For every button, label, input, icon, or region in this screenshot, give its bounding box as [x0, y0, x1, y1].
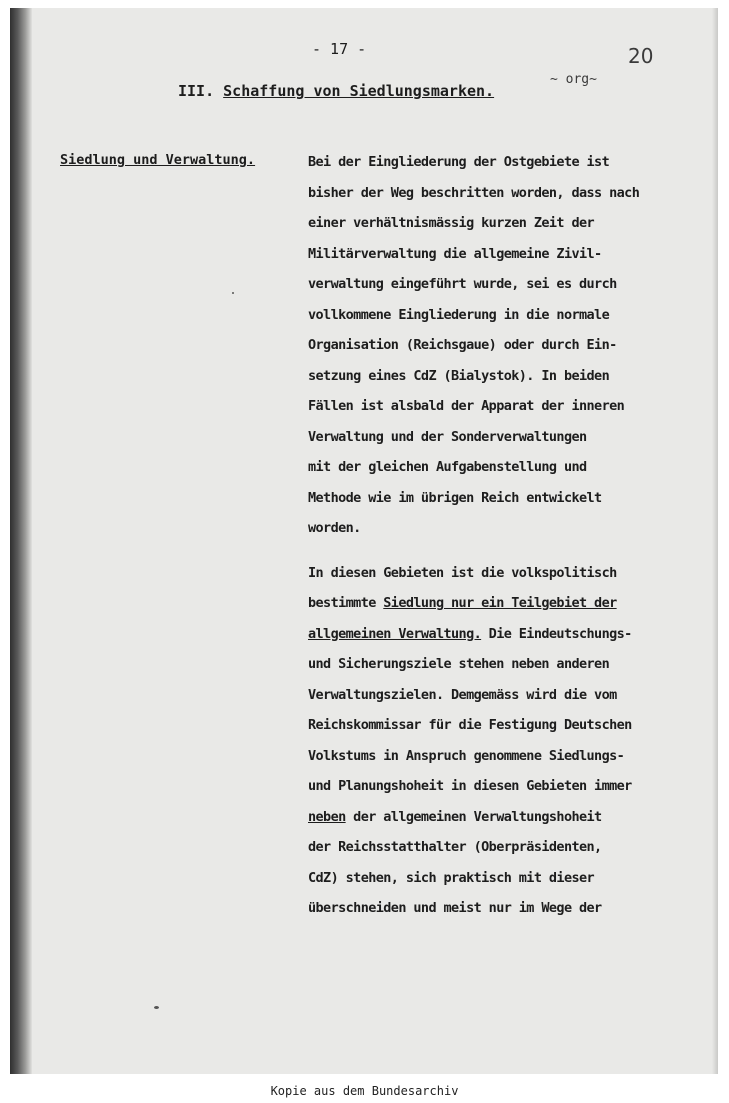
stamp-mark: ~ org~	[550, 72, 597, 87]
text-line: Organisation (Reichsgaue) oder durch Ein-	[308, 337, 617, 353]
text-line: Methode wie im übrigen Reich entwickelt	[308, 489, 602, 506]
page-edge	[712, 8, 718, 1074]
section-title-text: Schaffung von Siedlungsmarken.	[223, 82, 495, 100]
paragraph-gap	[308, 551, 639, 565]
document-page	[10, 8, 718, 1074]
text-line	[308, 809, 639, 840]
text-line	[308, 626, 639, 657]
text-fragment: der allgemeinen Verwaltungshoheit	[345, 808, 602, 825]
text-line: Militärverwaltung die allgemeine Zivil-	[308, 245, 602, 262]
text-line: Verwaltungszielen. Demgemäss wird die vom	[308, 686, 617, 703]
text-line: Verwaltung und der Sonderverwaltungen	[308, 428, 587, 445]
text-line: mit der gleichen Aufgabenstellung und	[308, 459, 587, 475]
text-line: verwaltung eingeführt wurde, sei es durch	[308, 276, 617, 292]
underlined-fragment: allgemeinen Verwaltung.	[308, 625, 482, 642]
body-text	[308, 154, 639, 931]
text-fragment: bestimmte	[308, 595, 384, 611]
scan-speck	[154, 1006, 159, 1009]
binding-shadow	[10, 8, 32, 1074]
text-line: In diesen Gebieten ist die volkspolitisch	[308, 564, 617, 581]
section-numeral: III.	[178, 82, 215, 100]
text-line: worden.	[308, 520, 361, 536]
section-title	[178, 82, 494, 100]
archive-footer: Kopie aus dem Bundesarchiv	[270, 1084, 459, 1098]
text-line: einer verhältnismässig kurzen Zeit der	[308, 215, 595, 231]
text-line: der Reichsstatthalter (Oberpräsidenten,	[308, 839, 602, 855]
text-line: und Planungshoheit in diesen Gebieten immer	[308, 778, 632, 794]
text-line: vollkommene Eingliederung in die normale	[308, 306, 610, 323]
margin-heading: Siedlung und Verwaltung.	[60, 152, 256, 168]
underlined-fragment: Siedlung nur ein Teilgebiet der	[383, 595, 617, 611]
scan-speck	[232, 292, 234, 294]
text-line: Reichskommissar für die Festigung Deutschen	[308, 717, 632, 733]
underlined-fragment: neben	[308, 808, 346, 825]
text-line: Bei der Eingliederung der Ostgebiete ist	[308, 154, 610, 170]
text-line: setzung eines CdZ (Bialystok). In beiden	[308, 367, 610, 384]
text-line: CdZ) stehen, sich praktisch mit dieser	[308, 869, 595, 886]
archive-number: 20	[628, 44, 654, 68]
text-line	[308, 595, 639, 626]
page-number: - 17 -	[312, 40, 367, 58]
text-line: Volkstums in Anspruch genommene Siedlungs-	[308, 747, 625, 764]
text-fragment: Die Eindeutschungs-	[481, 625, 632, 642]
text-line: und Sicherungsziele stehen neben anderen	[308, 656, 610, 672]
text-line: überschneiden und meist nur im Wege der	[308, 900, 602, 916]
text-line: bisher der Weg beschritten worden, dass nach	[308, 184, 640, 201]
text-line: Fällen ist alsbald der Apparat der inneren	[308, 398, 625, 414]
